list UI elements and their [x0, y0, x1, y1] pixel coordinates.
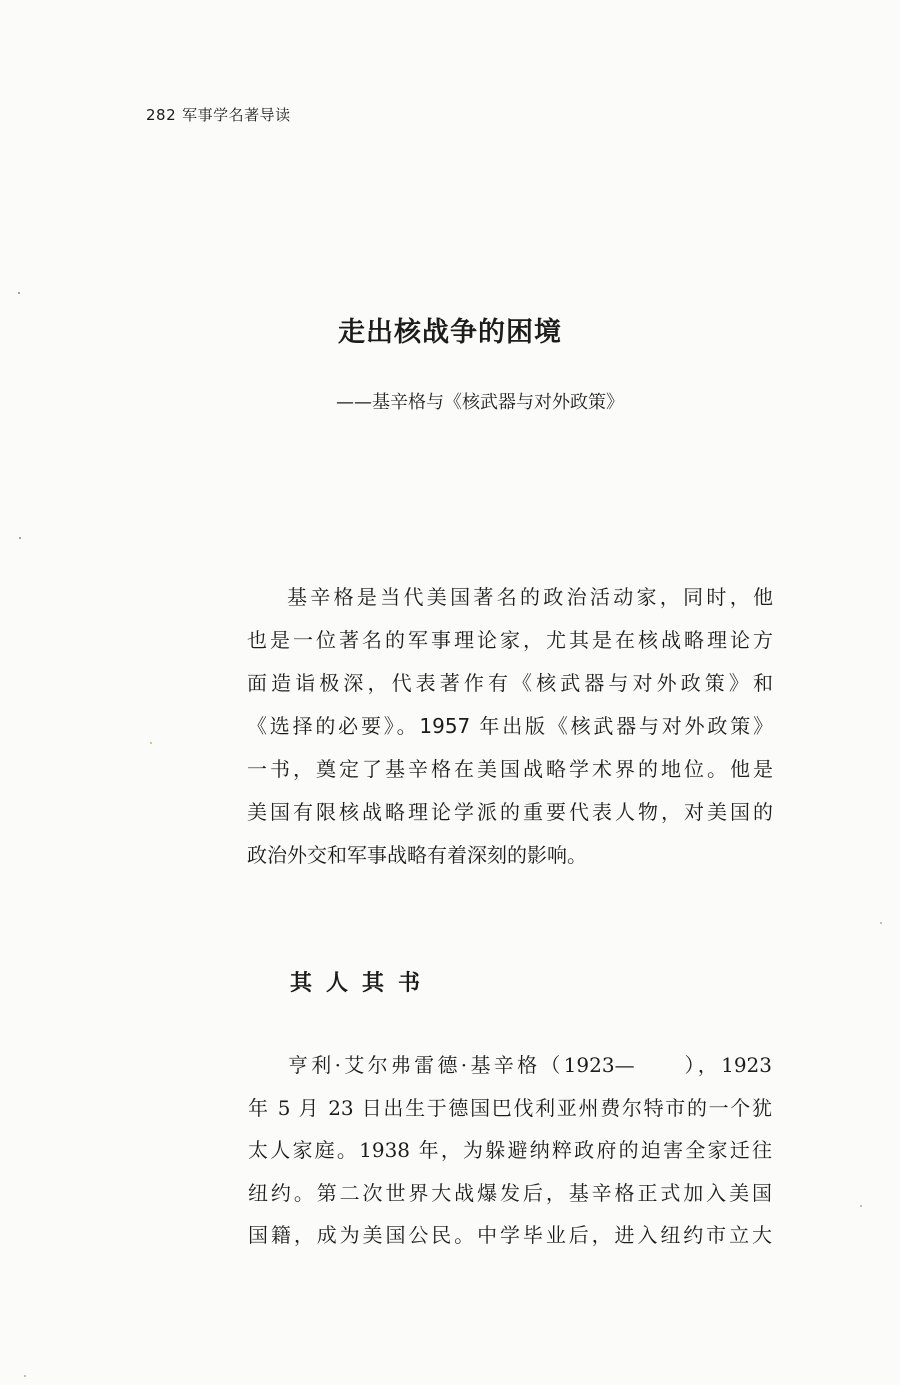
chapter-subtitle: ——基辛格与《核武器与对外政策》: [336, 392, 624, 413]
running-head: [146, 104, 291, 125]
scan-speck: [880, 922, 882, 924]
abstract-line: 也是一位著名的军事理论家，尤其是在核战略理论方: [247, 628, 773, 652]
body-line: 太人家庭。1938 年，为躲避纳粹政府的迫害全家迁往: [248, 1138, 772, 1162]
scan-speck: [24, 1375, 26, 1377]
body-paragraph: [248, 1044, 772, 1257]
body-line: 纽约。第二次世界大战爆发后，基辛格正式加入美国: [248, 1180, 772, 1205]
abstract-line: 政治外交和军事战略有着深刻的影响。: [247, 843, 587, 867]
abstract-line: 基辛格是当代美国著名的政治活动家，同时，他: [287, 585, 773, 609]
abstract-line: 美国有限核战略理论学派的重要代表人物，对美国的: [247, 800, 773, 824]
scan-speck: [18, 292, 20, 294]
abstract-line: 《选择的必要》。1957 年出版《核武器与对外政策》: [247, 714, 773, 738]
body-line: 年 5 月 23 日出生于德国巴伐利亚州费尔特市的一个犹: [248, 1095, 772, 1120]
scan-speck: [150, 742, 152, 744]
abstract-line: 面造诣极深，代表著作有《核武器与对外政策》和: [247, 671, 773, 695]
body-line: 亨利·艾尔弗雷德·基辛格（1923— ），1923: [288, 1053, 772, 1077]
scan-speck: [19, 537, 21, 539]
abstract-paragraph: [247, 576, 773, 877]
section-heading: 其人其书: [290, 971, 435, 996]
body-line: 国籍，成为美国公民。中学毕业后，进入纽约市立大: [248, 1223, 772, 1247]
abstract-line: 一书，奠定了基辛格在美国战略学术界的地位。他是: [247, 757, 773, 781]
chapter-title: 走出核战争的困境: [338, 317, 562, 348]
page-number: 282: [146, 106, 177, 124]
book-title: 军事学名著导读: [182, 106, 291, 124]
scan-speck: [860, 1205, 862, 1207]
